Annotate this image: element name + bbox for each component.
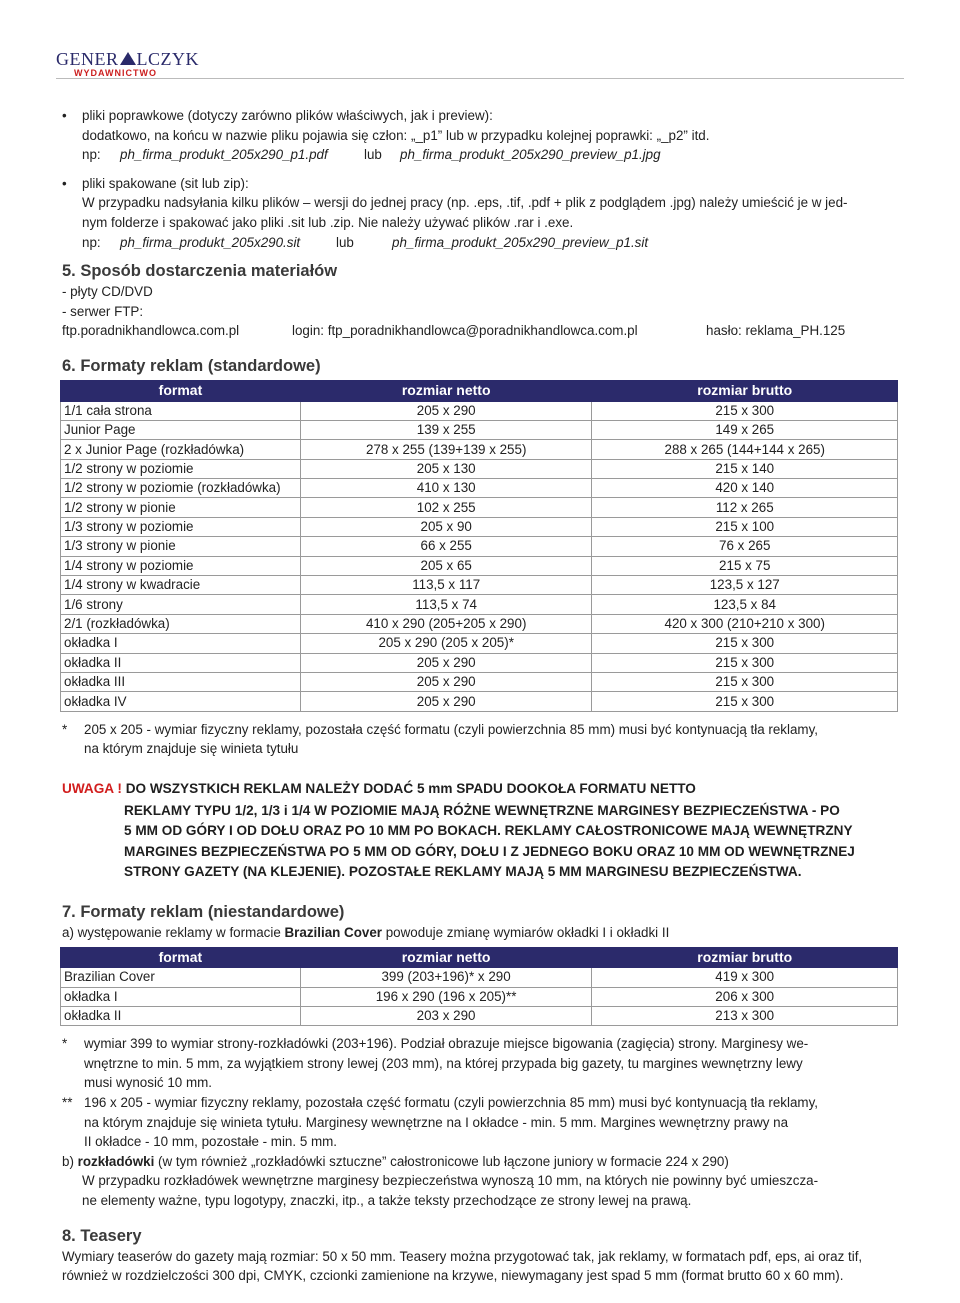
table-row (61, 595, 898, 614)
intro-text: powoduje zmianę wymiarów okładki I i okładki II (382, 924, 670, 940)
footnote-cover-1-size (62, 1093, 902, 1152)
warning-text: REKLAMY TYPU 1/2, 1/3 i 1/4 W POZIOMIE MAJĄ RÓŻNE WEWNĘTRZNE MARGINESY BEZPIECZEŃSTWA - PO (124, 802, 840, 818)
table-row (61, 440, 898, 459)
cell-net-size: 66 x 255 (300, 537, 592, 556)
cell-gross-size: 206 x 300 (592, 987, 898, 1006)
cell-gross-size: 123,5 x 127 (592, 576, 898, 595)
footnote-text: 205 x 205 - wymiar fizyczny reklamy, pozostała część formatu (czyli powierzchnia 85 mm) musi być kontynuacją tła reklamy, (84, 721, 818, 737)
spreads-description (62, 1171, 902, 1210)
cell-gross-size: 215 x 100 (592, 517, 898, 536)
table-row (61, 537, 898, 556)
cell-net-size: 278 x 255 (139+139 x 255) (300, 440, 592, 459)
cell-format: okładka II (61, 1006, 301, 1025)
example-filename: ph_firma_produkt_205x290_preview_p1.jpg (400, 147, 661, 163)
table-row (61, 556, 898, 575)
footnote-text: musi wynosić 10 mm. (84, 1075, 212, 1091)
table-row (61, 987, 898, 1006)
cell-gross-size: 213 x 300 (592, 1006, 898, 1025)
bullet-title: • pliki spakowane (sit lub zip): (82, 175, 249, 191)
cell-format: 1/1 cała strona (61, 401, 301, 420)
delivery-item: - serwer FTP: (62, 303, 144, 319)
cell-net-size: 205 x 290 (300, 653, 592, 672)
table-row (61, 968, 898, 987)
footnote-text: wnętrzne to min. 5 mm, za wyjątkiem strony lewej (203 mm), na której przypada big gazety, tu margines wewnętrzny lewy (84, 1055, 803, 1071)
logo-text-right: LCZYK (136, 49, 199, 69)
cell-net-size: 113,5 x 117 (300, 576, 592, 595)
spreads-text: ne elementy ważne, typu logotypy, znaczki, itp., a także teksty przechodzące ze strony lewej na prawą. (82, 1193, 692, 1209)
table-row (61, 653, 898, 672)
cell-format: okładka III (61, 673, 301, 692)
cell-gross-size: 123,5 x 84 (592, 595, 898, 614)
section-6-title: 6. Formaty reklam (standardowe) (62, 356, 321, 375)
logo-wordmark (56, 49, 199, 69)
warning-block (62, 801, 902, 883)
example-line (82, 233, 902, 253)
example-or: lub (364, 147, 382, 163)
cell-format: 2/1 (rozkładówka) (61, 614, 301, 633)
cell-format: 1/6 strony (61, 595, 301, 614)
cell-format: Brazilian Cover (61, 968, 301, 987)
cell-gross-size: 288 x 265 (144+144 x 265) (592, 440, 898, 459)
logo-triangle-icon (120, 52, 136, 65)
cell-net-size: 205 x 290 (205 x 205)* (300, 634, 592, 653)
table-header-row (61, 947, 898, 968)
cell-gross-size: 420 x 140 (592, 479, 898, 498)
ftp-address: ftp.poradnikhandlowca.com.pl (62, 323, 240, 339)
table-header-row (61, 380, 898, 401)
cell-format: 2 x Junior Page (rozkładówka) (61, 440, 301, 459)
table-row (61, 673, 898, 692)
table-row (61, 479, 898, 498)
cell-net-size: 113,5 x 74 (300, 595, 592, 614)
table-row (61, 401, 898, 420)
logo-subtitle: WYDAWNICTWO (74, 68, 157, 78)
bullet-text: W przypadku nadsyłania kilku plików – wersji do jednej pracy (np. .eps, .tif, .pdf + plik z podglądem .jpg) należy umieścić je w jed- (82, 195, 848, 211)
cell-net-size: 205 x 290 (300, 401, 592, 420)
table-row (61, 517, 898, 536)
cell-gross-size: 215 x 300 (592, 401, 898, 420)
cell-format: okładka IV (61, 692, 301, 711)
ftp-login: login: ftp_poradnikhandlowca@poradnikhandlowca.com.pl (292, 323, 638, 339)
bullet-title: • pliki poprawkowe (dotyczy zarówno plików właściwych, jak i preview): (82, 108, 493, 123)
example-filename: ph_firma_produkt_205x290_preview_p1.sit (392, 234, 649, 250)
cell-format: okładka II (61, 653, 301, 672)
example-label: np: (82, 147, 101, 163)
table-row (61, 614, 898, 633)
example-filename: ph_firma_produkt_205x290_p1.pdf (120, 147, 328, 163)
bullet-correction-files (62, 106, 902, 165)
cell-format: 1/2 strony w pionie (61, 498, 301, 517)
spreads-item (62, 1152, 902, 1172)
warning-text: DO WSZYSTKICH REKLAM NALEŻY DODAĆ 5 mm SPADU DOOKOŁA FORMATU NETTO (125, 780, 696, 796)
cell-net-size: 410 x 130 (300, 479, 592, 498)
example-filename: ph_firma_produkt_205x290.sit (120, 234, 301, 250)
cell-format: 1/3 strony w pionie (61, 537, 301, 556)
item-marker: b) (62, 1153, 78, 1169)
cell-gross-size: 419 x 300 (592, 968, 898, 987)
example-label: np: (82, 234, 101, 250)
cell-gross-size: 149 x 265 (592, 420, 898, 439)
table-row (61, 498, 898, 517)
bullet-packed-files (62, 174, 902, 252)
warning-text: MARGINES BEZPIECZEŃSTWA PO 5 MM OD GÓRY, DOŁU I Z JEDNEGO BOKU ORAZ 10 MM OD WEWNĘTRZNEJ (124, 843, 855, 859)
cell-format: 1/3 strony w poziomie (61, 517, 301, 536)
example-or: lub (336, 234, 354, 250)
warning-heading (62, 779, 902, 799)
footnote-text: II okładce - 10 mm, pozostałe - min. 5 mm. (84, 1134, 338, 1150)
teaser-text: również w rozdzielczości 300 dpi, CMYK, czcionki zamienione na krzywe, niewymagany jest spad 5 mm (format brutto 60 x 60 mm). (62, 1268, 844, 1284)
intro-text: a) występowanie reklamy w formacie (62, 924, 285, 940)
spreads-text: (w tym również „rozkładówki sztuczne” całostronicowe lub łączone juniory w formacie 224 x 290) (154, 1153, 729, 1169)
cell-net-size: 205 x 90 (300, 517, 592, 536)
cell-format: 1/2 strony w poziomie (rozkładówka) (61, 479, 301, 498)
cell-format: 1/2 strony w poziomie (61, 459, 301, 478)
cell-net-size: 205 x 290 (300, 692, 592, 711)
warning-text: STRONY GAZETY (NA KLEJENIE). POZOSTAŁE REKLAMY MAJĄ 5 MM MARGINESU BEZPIECZEŃSTWA. (124, 864, 802, 880)
section-8-title: 8. Teasery (62, 1226, 142, 1245)
cell-gross-size: 215 x 300 (592, 634, 898, 653)
bullet-text: nym folderze i spakować jako pliki .sit lub .zip. Nie należy używać plików .rar i .exe. (82, 214, 574, 230)
cell-format: Junior Page (61, 420, 301, 439)
cell-net-size: 205 x 130 (300, 459, 592, 478)
cell-gross-size: 215 x 300 (592, 653, 898, 672)
delivery-item: - płyty CD/DVD (62, 284, 153, 300)
example-line (82, 145, 902, 165)
footnote-text: 196 x 205 - wymiar fizyczny reklamy, pozostała część formatu (czyli powierzchnia 85 mm) musi być kontynuacją tła reklamy, (84, 1095, 818, 1111)
cell-format: 1/4 strony w poziomie (61, 556, 301, 575)
section-5-title: 5. Sposób dostarczenia materiałów (62, 262, 338, 281)
table-row (61, 634, 898, 653)
table-row (61, 420, 898, 439)
logo-text-left: GENER (56, 49, 119, 69)
cell-net-size: 102 x 255 (300, 498, 592, 517)
bullet-text: dodatkowo, na końcu w nazwie pliku pojawia się człon: „_p1” lub w przypadku kolejnej poprawki: „_p2” itd. (82, 127, 710, 143)
cell-format: 1/4 strony w kwadracie (61, 576, 301, 595)
warning-text: 5 MM OD GÓRY I OD DOŁU ORAZ PO 10 MM PO BOKACH. REKLAMY CAŁOSTRONICOWE MAJĄ WEWNĘTRZNY (124, 823, 853, 839)
column-header-net-size: rozmiar netto (300, 947, 592, 968)
cell-gross-size: 112 x 265 (592, 498, 898, 517)
cell-net-size: 410 x 290 (205+205 x 290) (300, 614, 592, 633)
column-header-gross-size: rozmiar brutto (592, 380, 898, 401)
document-body (62, 106, 902, 1286)
column-header-net-size: rozmiar netto (300, 380, 592, 401)
cell-gross-size: 215 x 300 (592, 692, 898, 711)
cell-net-size: 196 x 290 (196 x 205)** (300, 987, 592, 1006)
footnote-marker: * (62, 1036, 68, 1052)
spreads-bold: rozkładówki (77, 1153, 155, 1169)
footnote-text: na którym znajduje się winieta tytułu (84, 741, 299, 757)
cell-net-size: 203 x 290 (300, 1006, 592, 1025)
intro-bold: Brazilian Cover (284, 924, 383, 940)
footnote-brazilian-cover (62, 1034, 902, 1093)
standard-formats-table (60, 380, 898, 712)
custom-formats-table (60, 947, 898, 1027)
cell-net-size: 205 x 290 (300, 673, 592, 692)
table-row (61, 459, 898, 478)
teaser-text: Wymiary teaserów do gazety mają rozmiar: 50 x 50 mm. Teasery można przygotować tak, jak reklamy, w formatach pdf, eps, ai oraz tif, (62, 1248, 863, 1264)
cell-net-size: 139 x 255 (300, 420, 592, 439)
table-row (61, 1006, 898, 1025)
spreads-text: W przypadku rozkładówek wewnętrzne marginesy bezpieczeństwa wynoszą 10 mm, na których nie powinny być umieszcza- (82, 1173, 819, 1189)
footnote-text: wymiar 399 to wymiar strony-rozkładówki (203+196). Podział obrazuje miejsce bigowania (zagięcia) strony. Marginesy we- (84, 1036, 809, 1052)
section-7-intro (62, 923, 902, 943)
cell-gross-size: 215 x 75 (592, 556, 898, 575)
table-row (61, 576, 898, 595)
cell-format: okładka I (61, 987, 301, 1006)
section-7-title: 7. Formaty reklam (niestandardowe) (62, 902, 345, 921)
footnote-cover-1 (62, 720, 902, 759)
cell-gross-size: 76 x 265 (592, 537, 898, 556)
warning-label: UWAGA ! (62, 780, 122, 796)
cell-net-size: 399 (203+196)* x 290 (300, 968, 592, 987)
footnote-text: na którym znajduje się winieta tytułu. Marginesy wewnętrzne na I okładce - min. 5 mm. Margines wewnętrzny prawy na (84, 1114, 789, 1130)
cell-gross-size: 215 x 140 (592, 459, 898, 478)
ftp-password: hasło: reklama_PH.125 (706, 323, 846, 339)
cell-gross-size: 215 x 300 (592, 673, 898, 692)
column-header-gross-size: rozmiar brutto (592, 947, 898, 968)
cell-gross-size: 420 x 300 (210+210 x 300) (592, 614, 898, 633)
table-row (61, 692, 898, 711)
column-header-format: format (61, 380, 301, 401)
column-header-format: format (61, 947, 301, 968)
header-divider (56, 78, 904, 79)
footnote-marker: * (62, 721, 68, 737)
ftp-credentials (62, 321, 902, 341)
cell-net-size: 205 x 65 (300, 556, 592, 575)
cell-format: okładka I (61, 634, 301, 653)
footnote-marker: ** (62, 1095, 73, 1111)
